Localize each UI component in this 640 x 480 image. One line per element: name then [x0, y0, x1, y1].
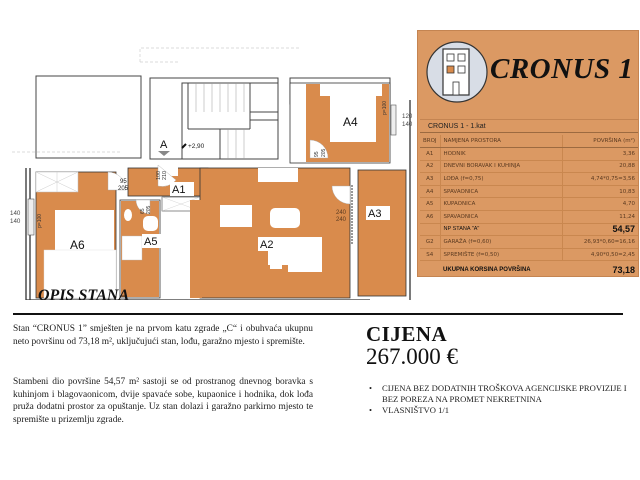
- table-row: A6 SPAVAONICA 11,24: [420, 211, 638, 224]
- floor-plan: [0, 0, 412, 300]
- room-label-a1: A1: [172, 184, 186, 196]
- dim-door-entry: 100: [156, 171, 162, 180]
- section-marker: A: [160, 139, 168, 151]
- table-row: A4 SPAVAONICA 10,83: [420, 185, 638, 198]
- room-label-a5: A5: [144, 236, 158, 248]
- room-label-a6: A6: [70, 238, 85, 252]
- dim-door-a4: 95: [314, 151, 320, 157]
- svg-text:205: 205: [321, 148, 327, 157]
- dim-door-a3: 240: [336, 210, 347, 216]
- table-row: A5 KUPAONICA 4,70: [420, 198, 638, 211]
- description-paragraph-1: Stan “CRONUS 1” smješten je na prvom katu zgrade „C“ i obuhvaća ukupnu neto površinu od 73,18 m², uključujući stan, lođu, garažno mjesto i spremište.: [13, 324, 313, 347]
- room-label-a3: A3: [368, 208, 382, 220]
- building-icon: [422, 37, 492, 107]
- apartment-info-panel: [417, 30, 639, 277]
- table-row: S4 SPREMIŠTE (f=0,50) 4,90*0,50=2,45: [420, 248, 638, 261]
- subtotal-row: NP STANA "A" 54,57: [420, 223, 638, 236]
- svg-text:140: 140: [402, 121, 412, 128]
- description-title: OPIS STANA: [38, 287, 130, 304]
- table-header: BROJ NAMJENA PROSTORA POVRŠINA (m²): [420, 135, 638, 148]
- table-row: A2 DNEVNI BORAVAK I KUHINJA 20,88: [420, 160, 638, 173]
- price-title: CIJENA: [366, 322, 448, 346]
- floor-label: CRONUS 1 - 1.kat: [420, 119, 638, 133]
- room-label-a2: A2: [260, 239, 274, 251]
- divider: [13, 313, 623, 315]
- price-note: • CIJENA BEZ DODATNIH TROŠKOVA AGENCIJSKE PROVIZIJE I BEZ POREZA NA PROMET NEKRETNINA: [366, 383, 636, 405]
- dim-window-a6: 140: [10, 210, 21, 217]
- room-label-a4: A4: [343, 115, 358, 129]
- table-row: A3 LOĐA (f=0,75) 4,74*0,75=3,56: [420, 173, 638, 186]
- logo-area: [418, 31, 640, 106]
- price-value: 267.000 €: [366, 344, 458, 369]
- svg-text:140: 140: [10, 218, 21, 225]
- dim-door-a6: 95: [120, 179, 127, 185]
- area-table: [420, 135, 638, 279]
- svg-text:205: 205: [146, 205, 152, 214]
- dim-window-a4: 120: [402, 113, 412, 120]
- dim-door-a5: 65: [140, 208, 146, 214]
- description-paragraph-2: Stambeni dio površine 54,57 m² sastoji se od prostranog dnevnog boravka s kuhinjom i blagovaonicom, dvije spavaće sobe, kupaonice i hodnika, dok lođa pruža dodatni prostor za opuštanje. Uz stan dolazi i garažno parkirno mjesto te spremište u prizemlju zgrade.: [13, 377, 313, 425]
- elevation-label: +2,90: [188, 143, 205, 150]
- price-note: • VLASNIŠTVO 1/1: [366, 405, 636, 416]
- total-row: UKUPNA KORSINA POVRŠINA 73,18: [420, 261, 638, 279]
- svg-text:p=100: p=100: [37, 213, 43, 228]
- svg-text:205: 205: [118, 186, 129, 192]
- table-row: A1 HODNIK 3,36: [420, 148, 638, 161]
- price-notes: [366, 383, 636, 416]
- svg-text:p=100: p=100: [382, 100, 388, 115]
- table-row: G2 GARAŽA (f=0,60) 26,93*0,60=16,16: [420, 236, 638, 249]
- svg-text:210: 210: [162, 171, 168, 180]
- svg-text:240: 240: [336, 217, 347, 223]
- brand-title: CRONUS 1: [490, 53, 634, 85]
